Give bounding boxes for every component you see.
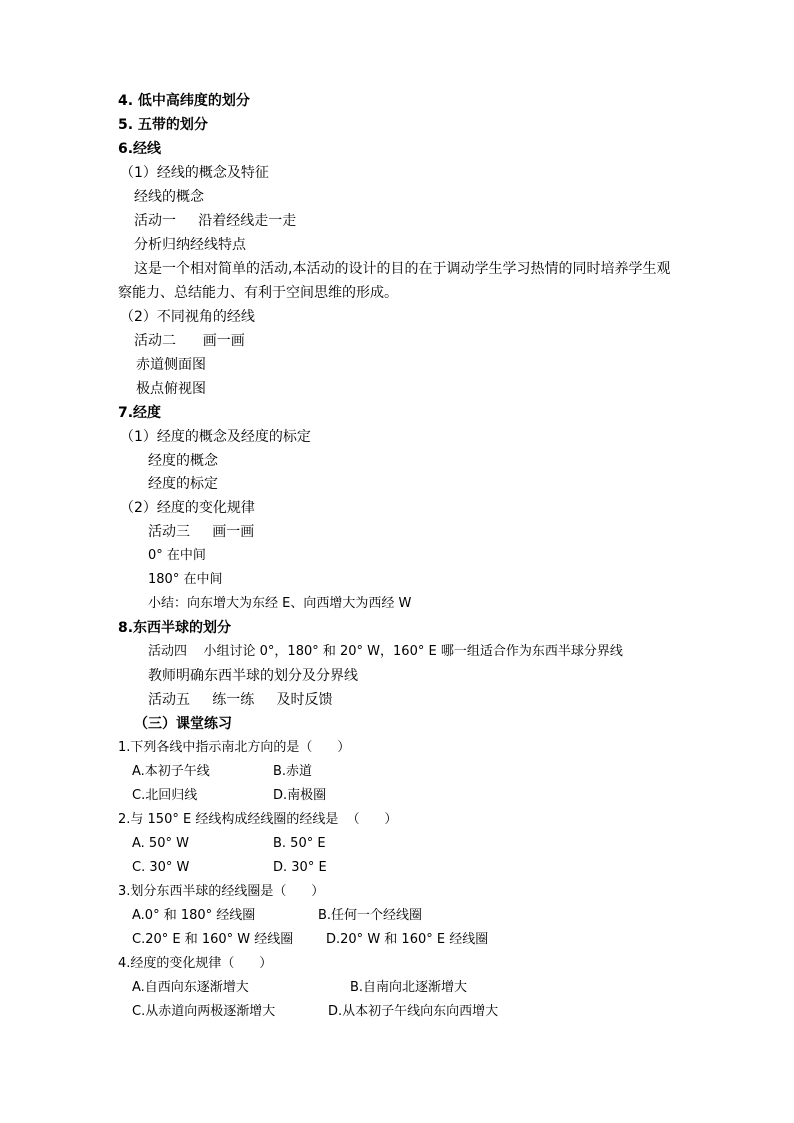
subheading-7-1: （1）经度的概念及经度的标定	[120, 429, 311, 445]
question-1-stem: 1.下列各线中指示南北方向的是（ ）	[118, 740, 351, 755]
activity-5: 活动五 练一练 及时反馈	[148, 692, 333, 708]
question-3-option-a: A.0° 和 180° 经线圈	[132, 908, 256, 923]
question-2-option-b: B. 50° E	[273, 836, 326, 851]
heading-8: 8.东西半球的划分	[118, 620, 232, 636]
text-line: 极点俯视图	[136, 381, 206, 397]
question-2-option-d: D. 30° E	[273, 860, 327, 875]
question-4-option-a: A.自西向东逐渐增大	[132, 980, 249, 995]
heading-4: 4. 低中高纬度的划分	[118, 93, 250, 109]
question-1-option-a: A.本初子午线	[132, 764, 210, 779]
subheading-6-2: （2）不同视角的经线	[120, 309, 255, 325]
question-3-option-d: D.20° W 和 160° E 经线圈	[326, 932, 489, 947]
subheading-7-2: （2）经度的变化规律	[120, 500, 255, 516]
heading-7: 7.经度	[118, 405, 162, 421]
question-2-option-c: C. 30° W	[132, 860, 190, 875]
activity-3: 活动三 画一画	[148, 524, 255, 540]
question-3-option-b: B.任何一个经线圈	[318, 908, 423, 923]
question-4-option-d: D.从本初子午线向东向西增大	[328, 1004, 499, 1019]
subheading-6-1: （1）经线的概念及特征	[120, 165, 269, 181]
question-2-stem: 2.与 150° E 经线构成经线圈的经线是 （ ）	[118, 812, 398, 827]
text-line: 经线的概念	[134, 189, 204, 205]
question-3-option-c: C.20° E 和 160° W 经线圈	[132, 932, 294, 947]
heading-6: 6.经线	[118, 141, 162, 157]
heading-5: 5. 五带的划分	[118, 117, 208, 133]
text-line: 分析归纳经线特点	[134, 237, 246, 253]
question-4-option-c: C.从赤道向两极逐渐增大	[132, 1004, 276, 1019]
text-line: 180° 在中间	[148, 572, 223, 587]
activity-1: 活动一 沿着经线走一走	[134, 213, 297, 229]
text-line: 经度的标定	[148, 476, 218, 492]
text-line: 赤道侧面图	[136, 357, 206, 373]
text-line: 经度的概念	[148, 453, 218, 469]
question-2-option-a: A. 50° W	[132, 836, 189, 851]
question-3-stem: 3.划分东西半球的经线圈是（ ）	[118, 884, 325, 899]
paragraph-line-1: 这是一个相对简单的活动,本活动的设计的目的在于调动学生学习热情的同时培养学生观	[134, 261, 671, 277]
summary-line: 小结：向东增大为东经 E、向西增大为西经 W	[148, 596, 412, 611]
activity-2: 活动二 画一画	[134, 333, 245, 349]
text-line: 教师明确东西半球的划分及分界线	[148, 668, 358, 684]
question-1-option-c: C.北回归线	[132, 788, 198, 803]
question-4-stem: 4.经度的变化规律（ ）	[118, 956, 273, 971]
section-heading-exercises: （三）课堂练习	[134, 716, 232, 732]
activity-4: 活动四 小组讨论 0°，180° 和 20° W，160° E 哪一组适合作为东西半球分界线	[148, 644, 623, 659]
question-4-option-b: B.自南向北逐渐增大	[350, 980, 468, 995]
text-line: 0° 在中间	[148, 548, 206, 563]
paragraph-line-2: 察能力、总结能力、有利于空间思维的形成。	[118, 285, 398, 301]
question-1-option-b: B.赤道	[273, 764, 313, 779]
question-1-option-d: D.南极圈	[273, 788, 327, 803]
